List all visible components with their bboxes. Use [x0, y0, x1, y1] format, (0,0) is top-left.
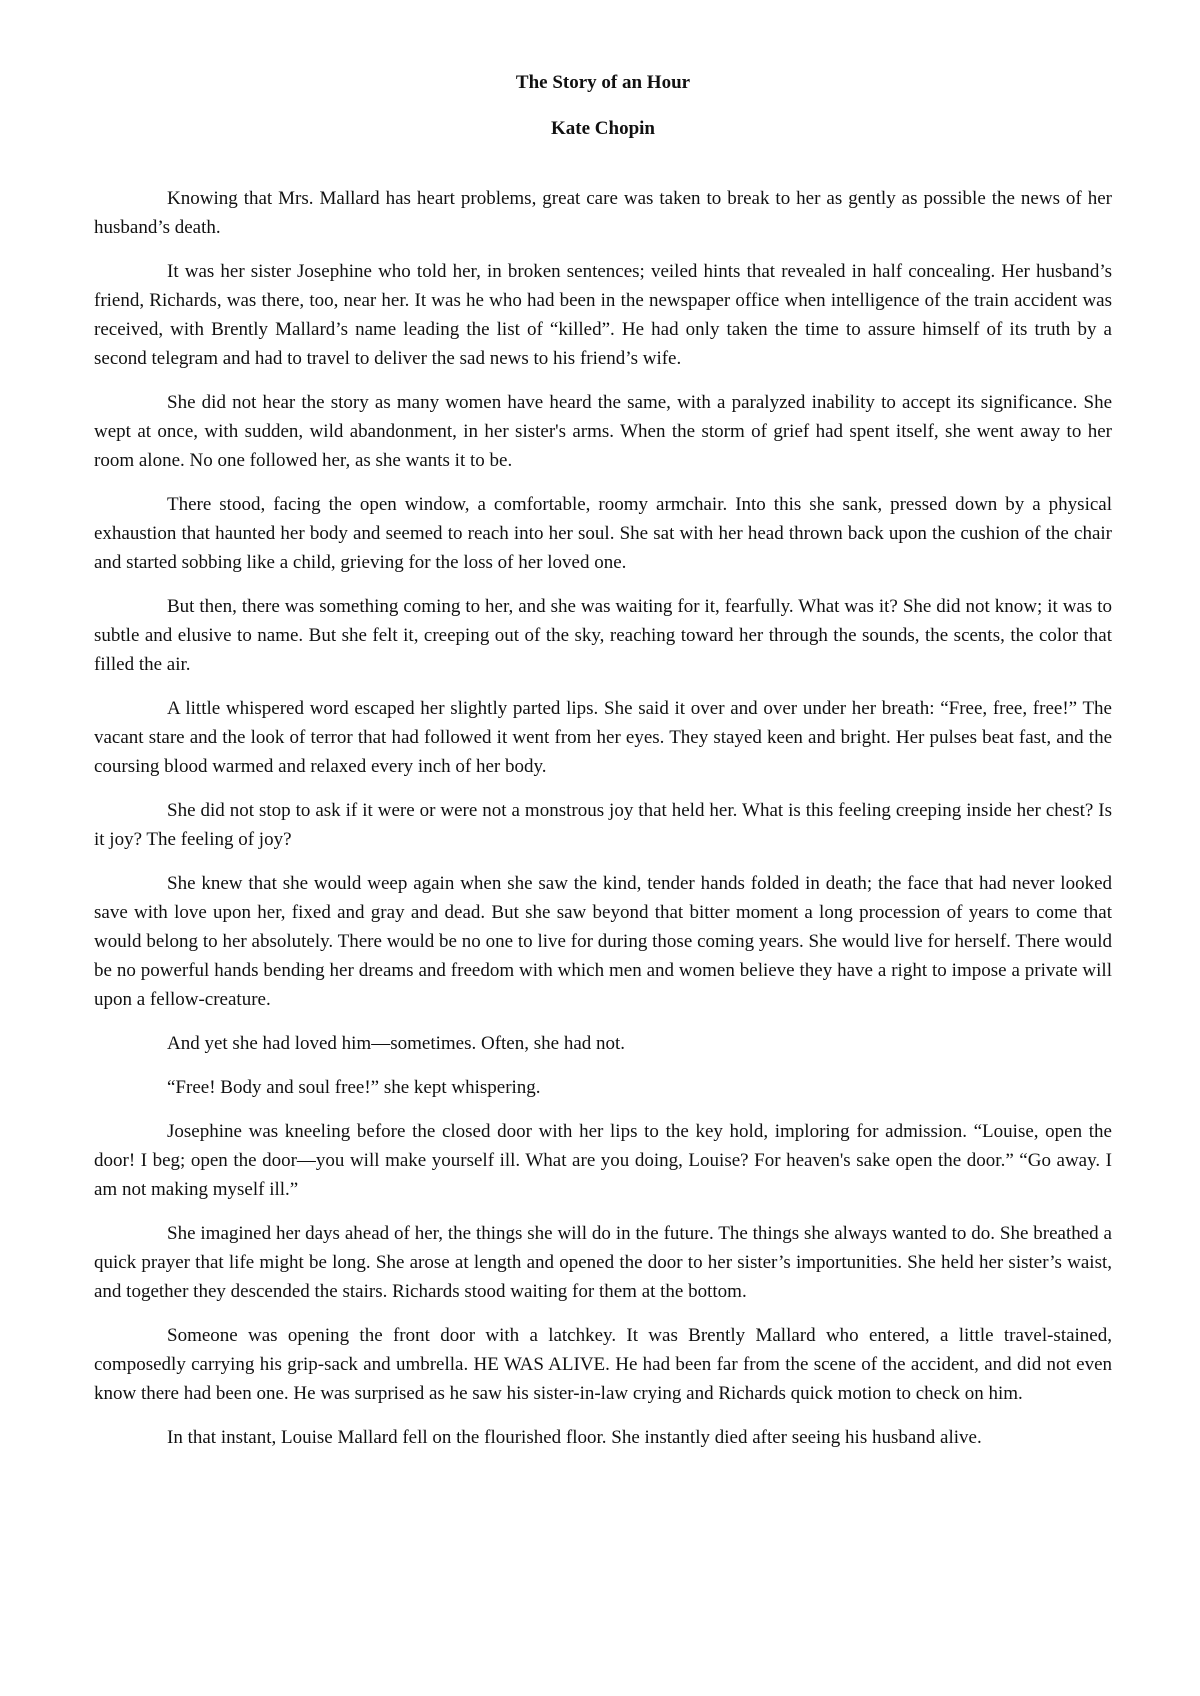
document-page: [94, 70, 1112, 1467]
paragraph-12: She imagined her days ahead of her, the things she will do in the future. The things she always wanted to do. She breathed a quick prayer that life might be long. She arose at length and opened the door to her sister’s importunities. She held her sister’s waist, and together they descended the stairs. Richards stood waiting for them at the bottom.: [94, 1223, 1112, 1302]
paragraph-8: She knew that she would weep again when she saw the kind, tender hands folded in death; the face that had never looked save with love upon her, fixed and gray and dead. But she saw beyond that bitter moment a long procession of years to come that would belong to her absolutely. There would be no one to live for during those coming years. She would live for herself. There would be no powerful hands bending her dreams and freedom with which men and women believe they have a right to impose a private will upon a fellow-creature.: [94, 873, 1112, 1010]
paragraph-5: But then, there was something coming to her, and she was waiting for it, fearfully. What was it? She did not know; it was to subtle and elusive to name. But she felt it, creeping out of the sky, reaching toward her through the sounds, the scents, the color that filled the air.: [94, 596, 1112, 675]
paragraph-10: “Free! Body and soul free!” she kept whispering.: [167, 1077, 541, 1098]
paragraph-3: She did not hear the story as many women have heard the same, with a paralyzed inability to accept its significance. She wept at once, with sudden, wild abandonment, in her sister's arms. When the storm of grief had spent itself, she went away to her room alone. No one followed her, as she wants it to be.: [94, 392, 1112, 471]
document-title: The Story of an Hour: [515, 72, 691, 93]
paragraph-1: Knowing that Mrs. Mallard has heart problems, great care was taken to break to her as gently as possible the news of her husband’s death.: [94, 188, 1112, 238]
paragraph-2: It was her sister Josephine who told her, in broken sentences; veiled hints that revealed in half concealing. Her husband’s friend, Richards, was there, too, near her. It was he who had been in the newspaper office when intelligence of the train accident was received, with Brently Mallard’s name leading the list of “killed”. He had only taken the time to assure himself of its truth by a second telegram and had to travel to deliver the sad news to his friend’s wife.: [94, 261, 1112, 369]
paragraph-9: And yet she had loved him—sometimes. Often, she had not.: [167, 1033, 626, 1054]
paragraph-14: In that instant, Louise Mallard fell on the flourished floor. She instantly died after seeing his husband alive.: [167, 1427, 982, 1448]
paragraph-6: A little whispered word escaped her slightly parted lips. She said it over and over under her breath: “Free, free, free!” The vacant stare and the look of terror that had followed it went from her eyes. They stayed keen and bright. Her pulses beat fast, and the coursing blood warmed and relaxed every inch of her body.: [94, 698, 1112, 777]
paragraph-7: She did not stop to ask if it were or were not a monstrous joy that held her. What is this feeling creeping inside her chest? Is it joy? The feeling of joy?: [94, 800, 1112, 850]
paragraph-11: Josephine was kneeling before the closed door with her lips to the key hold, imploring for admission. “Louise, open the door! I beg; open the door—you will make yourself ill. What are you doing, Louise? For heaven's sake open the door.” “Go away. I am not making myself ill.”: [94, 1121, 1112, 1200]
paragraph-13: Someone was opening the front door with a latchkey. It was Brently Mallard who entered, a little travel-stained, composedly carrying his grip-sack and umbrella. HE WAS ALIVE. He had been far from the scene of the accident, and did not even know there had been one. He was surprised as he saw his sister-in-law crying and Richards quick motion to check on him.: [94, 1325, 1112, 1404]
document-author: Kate Chopin: [551, 118, 655, 139]
paragraph-4: There stood, facing the open window, a comfortable, roomy armchair. Into this she sank, pressed down by a physical exhaustion that haunted her body and seemed to reach into her soul. She sat with her head thrown back upon the cushion of the chair and started sobbing like a child, grieving for the loss of her loved one.: [94, 494, 1112, 573]
